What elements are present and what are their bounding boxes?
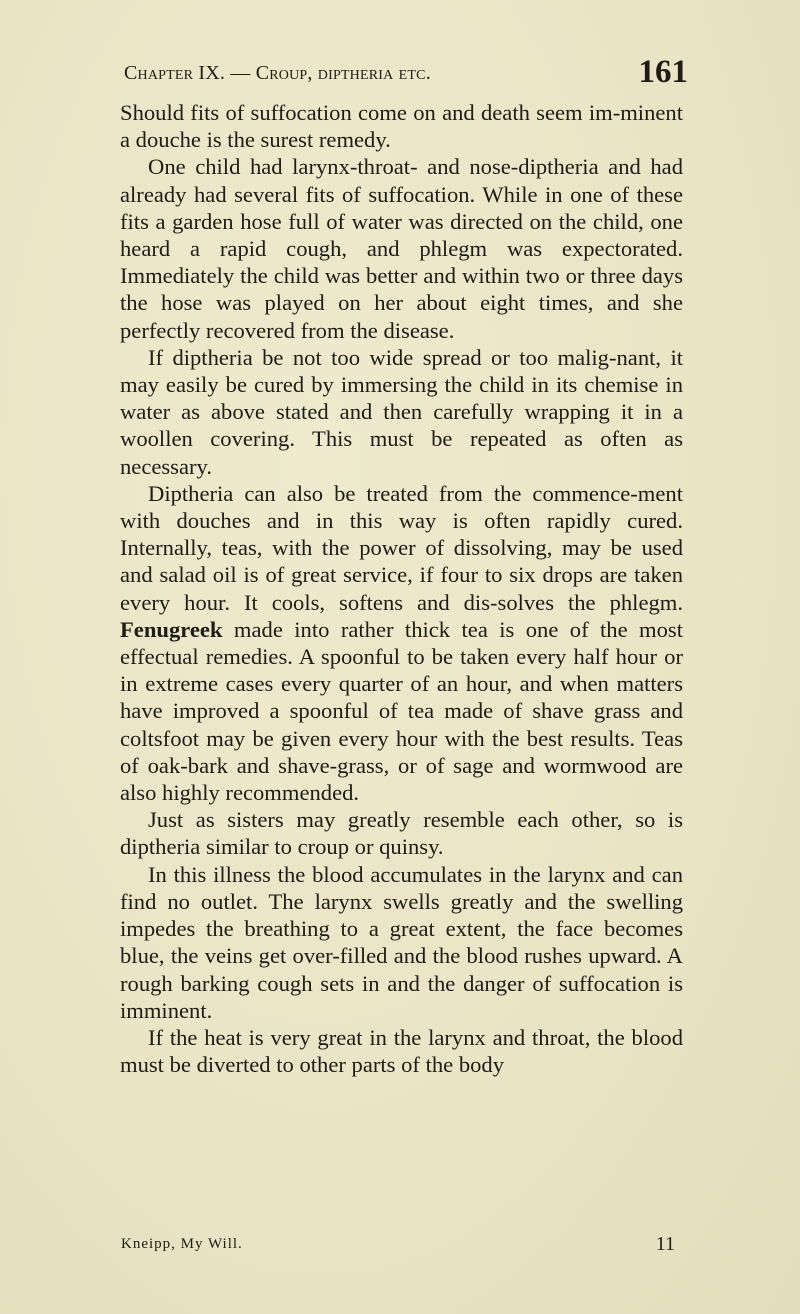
paragraph — [120, 480, 683, 806]
sheet-mark: 11 — [655, 1233, 675, 1255]
paragraph — [120, 99, 683, 153]
paragraph-text: In this illness the blood accumulates in the larynx and can find no outlet. The larynx swells greatly and the swelling impedes the breathing to a great extent, the face becomes blue, the veins get over-filled and the blood rushes upward. A rough barking cough sets in and the danger of suffocation is imminent. — [120, 861, 683, 1023]
paragraph — [120, 344, 683, 480]
running-title: Chapter IX. — Croup, diptheria etc. — [124, 62, 431, 84]
paragraph-text: made into rather thick tea is one of the most effectual remedies. A spoonful to be taken every half hour or in extreme cases every quarter of an hour, and when matters have improved a spoonful of tea made of shave grass and coltsfoot may be given every hour with the best results. Teas of oak-bark and shave-grass, or of sage and wormwood are also highly recommended. — [120, 616, 683, 806]
printer-signature: Kneipp, My Will. — [121, 1236, 243, 1252]
body-text — [120, 99, 683, 1078]
paragraph — [120, 861, 683, 1024]
emphasized-term: Fenugreek — [120, 616, 223, 642]
running-head — [124, 54, 688, 94]
paragraph — [120, 1024, 683, 1078]
paragraph-text: One child had larynx-throat- and nose-diptheria and had already had several fits of suffocation. While in one of these fits a garden hose full of water was directed on the child, one heard a rapid cough, and phlegm was expectorated. Immediately the child was better and within two or three days the hose was played on her about eight times, and she perfectly recovered from the disease. — [120, 154, 683, 343]
paragraph — [120, 806, 683, 860]
paragraph-text: Should fits of suffocation come on and death seem im-minent a douche is the surest remedy. — [120, 100, 683, 153]
paragraph-text: If the heat is very great in the larynx and throat, the blood must be diverted to other parts of the body — [120, 1024, 683, 1078]
paragraph — [120, 153, 683, 343]
paragraph-text: Just as sisters may greatly resemble each other, so is diptheria similar to croup or quinsy. — [120, 807, 683, 860]
page-footer — [121, 1233, 683, 1263]
paragraph-text: If diptheria be not too wide spread or too malig-nant, it may easily be cured by immersing the child in its chemise in water as above stated and then carefully wrapping it in a woollen covering. This must be repeated as often as necessary. — [120, 344, 683, 479]
paragraph-text: Diptheria can also be treated from the commence-ment with douches and in this way is often rapidly cured. Internally, teas, with the power of dissolving, may be used and salad oil is of great service, if four to six drops are taken every hour. It cools, softens and dis-solves the phlegm. — [120, 480, 683, 615]
page-number: 161 — [638, 54, 688, 90]
